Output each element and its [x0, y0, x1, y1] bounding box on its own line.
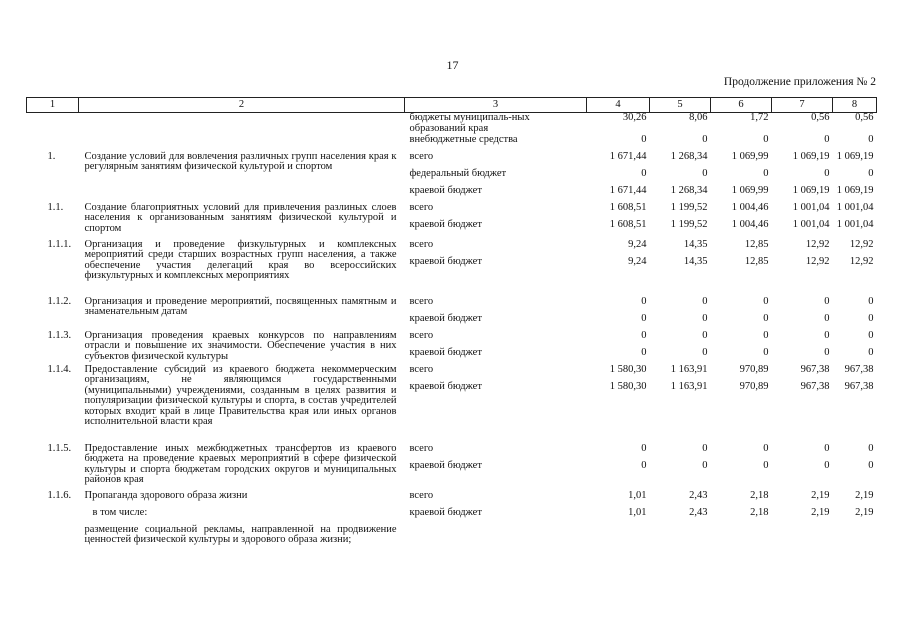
value-year-1: 30,26 [622, 112, 647, 123]
value-year-1: 1 671,44 [609, 184, 647, 196]
value-year-2: 14,35 [683, 255, 708, 267]
value-year-2: 0 [702, 346, 708, 358]
value-year-5: 0 [868, 295, 874, 307]
item-description [79, 152, 405, 203]
funding-source: краевой бюджет [409, 184, 482, 196]
value-year-4: 0 [824, 167, 830, 179]
value-year-5 [833, 525, 877, 546]
value-year-2: 0 [702, 329, 708, 341]
value-year-1: 0 [641, 312, 647, 324]
funding-source: всего [409, 442, 434, 454]
value-year-1: 1 580,30 [609, 380, 647, 392]
value-year-4 [772, 525, 833, 546]
funding-source: краевой бюджет [409, 255, 482, 267]
value-year-4: 967,38 [800, 380, 830, 392]
value-year-3: 0 [763, 329, 769, 341]
value-year-4: 0 [824, 329, 830, 341]
value-year-1: 1 671,44 [609, 150, 647, 162]
funding-source: всего [409, 201, 434, 213]
value-year-3: 0 [763, 312, 769, 324]
item-description [79, 444, 405, 491]
value-year-1: 1 580,30 [609, 363, 647, 375]
table-row [27, 331, 877, 348]
value-year-3: 2,18 [750, 506, 769, 518]
value-year-4: 2,19 [811, 506, 830, 518]
value-year-5: 967,38 [844, 363, 874, 375]
item-number [27, 525, 79, 546]
item-number [27, 113, 79, 135]
item-description-text: Создание благоприятных условий для привлечения разлиных слоев населения к организованным занятиям физической культурой и спортом [84, 201, 397, 234]
value-year-3 [711, 525, 772, 546]
item-description [79, 113, 405, 135]
value-year-3: 1,72 [750, 112, 769, 123]
value-year-5: 12,92 [849, 255, 874, 267]
value-year-2: 0 [702, 442, 708, 454]
funding-source: краевой бюджет [409, 218, 482, 230]
item-description [79, 240, 405, 297]
item-number: 1.1.3. [47, 329, 72, 341]
value-year-3: 1 069,99 [731, 150, 769, 162]
value-year-2: 0 [702, 295, 708, 307]
table-row [27, 203, 877, 220]
funding-source: всего [409, 489, 434, 501]
value-year-5: 1 001,04 [836, 201, 874, 213]
funding-source: всего [409, 295, 434, 307]
item-number [27, 508, 79, 525]
value-year-2: 1 268,34 [670, 150, 708, 162]
value-year-3: 970,89 [739, 363, 769, 375]
table-row [27, 525, 877, 546]
value-year-3: 12,85 [744, 238, 769, 250]
value-year-1: 0 [641, 459, 647, 471]
value-year-5: 0 [868, 167, 874, 179]
funding-source: краевой бюджет [409, 459, 482, 471]
value-year-1: 0 [641, 329, 647, 341]
item-description [79, 135, 405, 152]
item-description-text: Организация и проведение мероприятий, посвященных памятным и знаменательным датам [84, 295, 397, 317]
value-year-1: 1,01 [628, 489, 647, 501]
value-year-3: 0 [763, 133, 769, 145]
value-year-3: 0 [763, 167, 769, 179]
value-year-2: 0 [702, 167, 708, 179]
table-row [27, 297, 877, 314]
value-year-2: 0 [702, 459, 708, 471]
value-year-4: 0 [824, 346, 830, 358]
budget-table [26, 97, 877, 546]
item-number: 1.1.1. [47, 238, 72, 250]
value-year-3: 0 [763, 346, 769, 358]
item-description-text: Пропаганда здорового образа жизни [84, 489, 248, 501]
table-row [27, 152, 877, 169]
value-year-2: 1 199,52 [670, 201, 708, 213]
funding-source: внебюджетные средства [409, 133, 518, 145]
header-cell: 6 [711, 98, 772, 113]
item-description [79, 491, 405, 508]
item-description-text: Предоставление иных межбюджетных трансфертов из краевого бюджета на проведение краевых мероприятий в сфере физической культуры и спорта бюджетам городских округов и муниципальных районов края [84, 442, 397, 485]
header-cell: 4 [587, 98, 650, 113]
item-description-text: Организация и проведение физкультурных и комплексных мероприятий среди старших возрастных групп населения, а также обеспечение участия делегаций края во всероссийских физкультурных и комплексных мероприятиях [84, 238, 397, 281]
value-year-5: 0 [868, 346, 874, 358]
value-year-2: 1 268,34 [670, 184, 708, 196]
funding-source: всего [409, 329, 434, 341]
item-description-text: Предоставление субсидий из краевого бюджета некоммерческим организациям, не являющимся государственными (муниципальными) учреждениями, созданным в целях развития и популяризации физической культуры и спорта, в состав учредителей которых входит край в лице Правительства края или иных органов исполнительной власти края [84, 363, 397, 427]
value-year-5: 0 [868, 329, 874, 341]
value-year-4: 12,92 [805, 255, 830, 267]
value-year-5: 1 001,04 [836, 218, 874, 230]
item-description-text: размещение социальной рекламы, направленной на продвижение ценностей физической культуры и здорового образа жизни; [84, 523, 397, 545]
funding-source: бюджеты муниципаль-ных образований края [409, 112, 530, 134]
funding-source [405, 525, 587, 546]
header-cell: 1 [27, 98, 79, 113]
header-row [27, 98, 877, 113]
value-year-5: 0 [868, 312, 874, 324]
value-year-2: 1 163,91 [670, 363, 708, 375]
value-year-5: 12,92 [849, 238, 874, 250]
value-year-3: 0 [763, 442, 769, 454]
value-year-1: 9,24 [628, 238, 647, 250]
value-year-5: 0,56 [855, 112, 874, 123]
item-description-text: Создание условий для вовлечения различных групп населения края к регулярным занятиям физической культурой и спортом [84, 150, 397, 172]
table-row [27, 444, 877, 461]
value-year-3: 1 004,46 [731, 218, 769, 230]
value-year-5: 2,19 [855, 489, 874, 501]
value-year-1: 1 608,51 [609, 201, 647, 213]
table-row [27, 113, 877, 135]
value-year-3: 2,18 [750, 489, 769, 501]
item-description [79, 331, 405, 365]
value-year-3: 1 004,46 [731, 201, 769, 213]
item-number: 1.1.5. [47, 442, 72, 454]
table-body [27, 113, 877, 546]
value-year-3: 0 [763, 459, 769, 471]
value-year-5: 1 069,19 [836, 184, 874, 196]
value-year-5: 0 [868, 442, 874, 454]
value-year-5: 967,38 [844, 380, 874, 392]
value-year-2: 0 [702, 133, 708, 145]
item-description-text: в том числе: [92, 506, 148, 518]
value-year-4: 967,38 [800, 363, 830, 375]
funding-source: всего [409, 363, 434, 375]
value-year-4: 1 001,04 [792, 201, 830, 213]
header-cell: 7 [772, 98, 833, 113]
value-year-1: 0 [641, 346, 647, 358]
header-cell: 5 [650, 98, 711, 113]
value-year-4: 1 069,19 [792, 184, 830, 196]
value-year-1 [587, 525, 650, 546]
funding-source: краевой бюджет [409, 380, 482, 392]
header-cell: 3 [405, 98, 587, 113]
value-year-4: 2,19 [811, 489, 830, 501]
value-year-4: 1 001,04 [792, 218, 830, 230]
item-description [79, 203, 405, 240]
header-cell: 8 [833, 98, 877, 113]
value-year-5: 0 [868, 459, 874, 471]
page-number: 17 [446, 58, 459, 72]
value-year-1: 0 [641, 133, 647, 145]
funding-source: всего [409, 150, 434, 162]
value-year-3: 0 [763, 295, 769, 307]
value-year-4: 0 [824, 133, 830, 145]
funding-source: краевой бюджет [409, 506, 482, 518]
funding-source: краевой бюджет [409, 346, 482, 358]
value-year-4: 0,56 [811, 112, 830, 123]
value-year-1: 0 [641, 295, 647, 307]
value-year-2: 2,43 [689, 489, 708, 501]
value-year-1: 0 [641, 167, 647, 179]
item-number: 1.1.4. [47, 363, 72, 375]
value-year-1: 0 [641, 442, 647, 454]
table-row [27, 508, 877, 525]
value-year-5: 1 069,19 [836, 150, 874, 162]
funding-source: федеральный бюджет [409, 167, 507, 179]
value-year-2: 2,43 [689, 506, 708, 518]
value-year-2: 14,35 [683, 238, 708, 250]
continuation-note: Продолжение приложения № 2 [723, 76, 876, 88]
item-description [79, 525, 405, 546]
value-year-1: 1 608,51 [609, 218, 647, 230]
value-year-3: 1 069,99 [731, 184, 769, 196]
item-description [79, 508, 405, 525]
item-description-text: Организация проведения краевых конкурсов по направлениям отрасли и повышение их значимости. Обеспечение участия в них субъектов физической культуры [84, 329, 397, 362]
item-description [79, 365, 405, 444]
value-year-4: 0 [824, 459, 830, 471]
item-number: 1.1.6. [47, 489, 72, 501]
value-year-1: 1,01 [628, 506, 647, 518]
item-number: 1.1.2. [47, 295, 72, 307]
table-row [27, 365, 877, 382]
funding-source: краевой бюджет [409, 312, 482, 324]
value-year-2 [650, 525, 711, 546]
value-year-1: 9,24 [628, 255, 647, 267]
funding-source: всего [409, 238, 434, 250]
value-year-4: 12,92 [805, 238, 830, 250]
item-number [27, 135, 79, 152]
value-year-2: 1 199,52 [670, 218, 708, 230]
value-year-4: 1 069,19 [792, 150, 830, 162]
item-description [79, 297, 405, 331]
value-year-2: 0 [702, 312, 708, 324]
value-year-5: 2,19 [855, 506, 874, 518]
value-year-2: 1 163,91 [670, 380, 708, 392]
value-year-3: 970,89 [739, 380, 769, 392]
item-number: 1.1. [47, 201, 64, 213]
table-row [27, 491, 877, 508]
value-year-3: 12,85 [744, 255, 769, 267]
table-row [27, 135, 877, 152]
value-year-4: 0 [824, 442, 830, 454]
value-year-5: 0 [868, 133, 874, 145]
value-year-2: 8,06 [689, 112, 708, 123]
table-row [27, 240, 877, 257]
value-year-4: 0 [824, 312, 830, 324]
value-year-4: 0 [824, 295, 830, 307]
item-number: 1. [47, 150, 56, 162]
header-cell: 2 [79, 98, 405, 113]
